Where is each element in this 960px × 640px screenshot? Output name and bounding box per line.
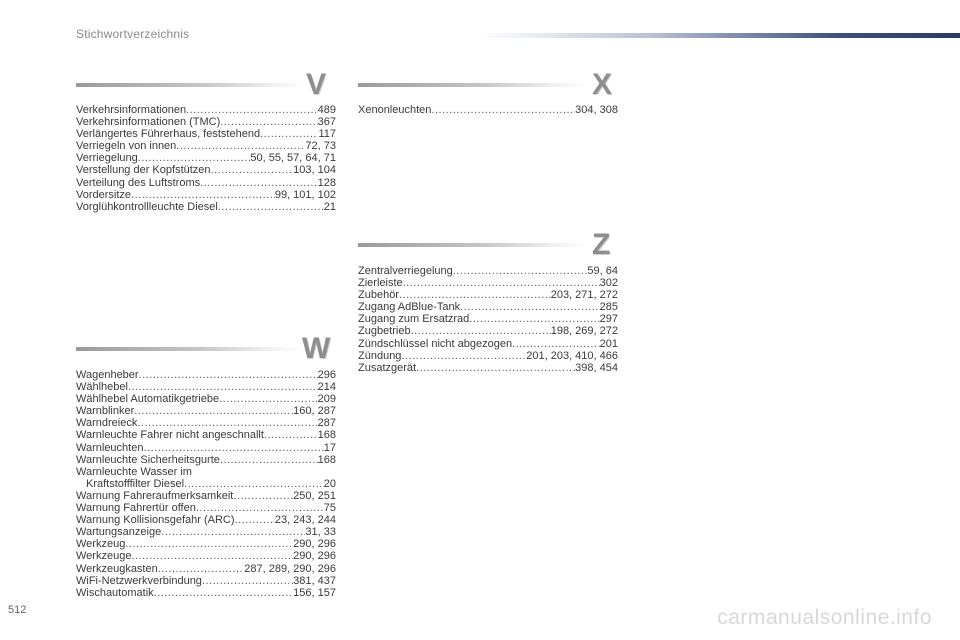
index-list-x [358, 104, 618, 116]
dot-leader [453, 265, 588, 277]
index-entry [76, 128, 336, 140]
watermark: carmanualsonline.info [717, 606, 932, 629]
dot-leader [137, 417, 317, 429]
index-entry [358, 289, 618, 301]
index-term: Zündschlüssel nicht abgezogen [358, 337, 513, 350]
index-entry [76, 454, 336, 466]
index-page-refs: 302 [599, 277, 618, 290]
section-divider [76, 347, 301, 351]
index-term: Kraftstofffilter Diesel [86, 477, 185, 490]
index-term: Wählhebel Automatikgetriebe [76, 393, 220, 406]
dot-leader [131, 550, 293, 562]
dot-leader [184, 478, 324, 490]
index-list-z [358, 265, 618, 374]
dot-leader [233, 490, 293, 502]
index-page-refs: 304, 308 [575, 104, 618, 116]
index-term: Verkehrsinformationen (TMC) [76, 116, 221, 129]
index-page-refs: 59, 64 [587, 265, 618, 277]
index-term: Zündung [358, 349, 402, 362]
section-letter-x: X [592, 68, 613, 101]
index-entry [76, 478, 336, 490]
index-list-v [76, 104, 336, 213]
index-page-refs: 201, 203, 410, 466 [526, 349, 618, 362]
index-page-refs: 50, 55, 57, 64, 71 [250, 152, 336, 165]
dot-leader [235, 514, 275, 526]
index-term: Verlängertes Führerhaus, feststehend [76, 128, 261, 141]
dot-leader [220, 454, 318, 466]
index-entry [76, 201, 336, 213]
dot-leader [403, 277, 600, 289]
index-term: Werkzeug [76, 538, 126, 551]
index-page-refs: 20 [323, 477, 336, 490]
index-entry [76, 116, 336, 128]
section-letter-v: V [306, 68, 327, 101]
index-entry [76, 164, 336, 176]
index-entry [76, 538, 336, 550]
dot-leader [128, 381, 318, 393]
dot-leader [125, 538, 293, 550]
index-page-refs: 31, 33 [305, 526, 336, 539]
index-page-refs: 156, 157 [293, 586, 336, 599]
dot-leader [143, 442, 323, 454]
dot-leader [186, 104, 318, 116]
index-term: Werkzeuge [76, 550, 132, 563]
index-term: Xenonleuchten [358, 104, 432, 116]
dot-leader [399, 289, 551, 301]
index-page-refs: 198, 269, 272 [550, 325, 618, 338]
dot-leader [211, 164, 294, 176]
index-entry [76, 550, 336, 562]
section-divider [358, 83, 586, 87]
index-entry [358, 104, 618, 116]
dot-leader [264, 429, 318, 441]
index-entry [76, 502, 336, 514]
dot-leader [176, 140, 305, 152]
index-entry [76, 490, 336, 502]
index-entry [76, 442, 336, 454]
index-page-refs: 381, 437 [293, 574, 336, 587]
dot-leader [218, 201, 324, 213]
index-entry [76, 405, 336, 417]
section-letter-z: Z [592, 228, 611, 261]
index-entry [358, 350, 618, 362]
index-page-refs: 72, 73 [305, 140, 336, 153]
dot-leader [260, 128, 318, 140]
index-entry [76, 575, 336, 587]
index-term: Vorglühkontrollleuchte Diesel [76, 200, 218, 213]
dot-leader [469, 313, 599, 325]
dot-leader [220, 116, 317, 128]
index-term: Warnleuchten [76, 441, 144, 454]
dot-leader [161, 526, 305, 538]
index-list-w [76, 369, 336, 599]
index-page-refs: 117 [318, 128, 336, 141]
index-page-refs: 203, 271, 272 [550, 289, 618, 302]
index-term: Warndreieck [76, 417, 138, 430]
index-page-refs: 290, 296 [293, 538, 336, 551]
index-entry [76, 152, 336, 164]
index-term: Verkehrsinformationen [76, 104, 187, 116]
index-entry [358, 265, 618, 277]
index-page-refs: 285 [599, 301, 618, 314]
index-term: Warnleuchte Wasser im [76, 465, 192, 478]
index-page-refs: 168 [317, 429, 336, 442]
section-divider [358, 243, 586, 247]
index-term: Warnung Fahrertür offen [76, 502, 196, 515]
index-page-refs: 250, 251 [293, 489, 336, 502]
index-term: Wartungsanzeige [76, 526, 162, 539]
index-term: Warnung Kollisionsgefahr (ARC) [76, 514, 235, 527]
index-entry [76, 369, 336, 381]
index-entry [76, 514, 336, 526]
index-term: Zusatzgerät [358, 361, 417, 374]
index-entry [76, 393, 336, 405]
index-page-refs: 21 [323, 200, 336, 213]
index-entry [76, 177, 336, 189]
index-page-refs: 160, 287 [293, 405, 336, 418]
section-letter-w: W [302, 332, 331, 365]
index-term: Verteilung des Luftstroms [76, 176, 201, 189]
index-term: Verriegelung [76, 152, 138, 165]
index-entry [76, 429, 336, 441]
dot-leader [138, 152, 251, 164]
dot-leader [158, 563, 245, 575]
index-term: Vordersitze [76, 188, 132, 201]
index-page-refs: 209 [317, 393, 336, 406]
header-accent-bar [480, 33, 960, 38]
index-page-refs: 214 [317, 381, 336, 394]
section-header-v [76, 68, 338, 102]
index-entry [76, 526, 336, 538]
section-header-x [358, 68, 620, 102]
index-term: Warnleuchte Fahrer nicht angeschnallt [76, 429, 264, 442]
dot-leader [202, 575, 293, 587]
dot-leader [134, 405, 293, 417]
index-entry [358, 301, 618, 313]
page-header-title: Stichwortverzeichnis [76, 27, 190, 41]
dot-leader [512, 338, 600, 350]
dot-leader [401, 350, 526, 362]
index-page-refs: 287, 289, 290, 296 [244, 562, 336, 575]
dot-leader [131, 189, 275, 201]
dot-leader [411, 325, 551, 337]
dot-leader [154, 587, 294, 599]
index-page-refs: 103, 104 [293, 164, 336, 177]
dot-leader [416, 362, 575, 374]
index-term: Wählhebel [76, 381, 128, 394]
section-header-z [358, 228, 620, 262]
index-page-refs: 297 [599, 313, 618, 326]
index-page-refs: 23, 243, 244 [274, 514, 336, 527]
index-entry [76, 381, 336, 393]
index-entry [358, 362, 618, 374]
dot-leader [219, 393, 318, 405]
section-divider [76, 83, 306, 87]
index-page-refs: 489 [317, 104, 336, 116]
dot-leader [196, 502, 324, 514]
index-term: Warnblinker [76, 405, 135, 418]
dot-leader [431, 104, 575, 116]
page-number: 512 [8, 604, 27, 616]
index-term: Warnleuchte Sicherheitsgurte [76, 453, 220, 466]
index-entry [358, 338, 618, 350]
index-entry [358, 277, 618, 289]
index-term: Warnung Fahreraufmerksamkeit [76, 489, 234, 502]
index-entry [76, 417, 336, 429]
index-page-refs: 398, 454 [575, 361, 618, 374]
index-entry [358, 313, 618, 325]
index-entry [76, 466, 336, 478]
dot-leader [139, 369, 318, 381]
index-entry [76, 563, 336, 575]
index-term: Werkzeugkasten [76, 562, 158, 575]
index-page-refs: 287 [317, 417, 336, 430]
index-term: Verriegeln von innen [76, 140, 177, 153]
index-page-refs: 17 [323, 441, 336, 454]
index-term: WiFi-Netzwerkverbindung [76, 574, 202, 587]
index-page-refs: 296 [317, 369, 336, 381]
index-page-refs: 290, 296 [293, 550, 336, 563]
index-page-refs: 201 [599, 337, 618, 350]
index-entry [76, 189, 336, 201]
index-entry [358, 325, 618, 337]
index-entry [76, 587, 336, 599]
index-term: Wagenheber [76, 369, 139, 381]
index-term: Zugang AdBlue-Tank [358, 301, 461, 314]
section-header-w [76, 332, 338, 366]
index-page-refs: 367 [317, 116, 336, 129]
index-term: Zugbetrieb [358, 325, 411, 338]
dot-leader [200, 177, 318, 189]
index-term: Zentralverriegelung [358, 265, 453, 277]
index-entry [76, 104, 336, 116]
index-term: Zierleiste [358, 277, 403, 290]
index-page-refs: 128 [317, 176, 336, 189]
index-page-refs: 168 [317, 453, 336, 466]
index-page-refs: 75 [323, 502, 336, 515]
index-entry [76, 140, 336, 152]
dot-leader [460, 301, 600, 313]
index-term: Zugang zum Ersatzrad [358, 313, 470, 326]
index-page-refs: 99, 101, 102 [274, 188, 336, 201]
index-term: Wischautomatik [76, 586, 154, 599]
index-term: Verstellung der Kopfstützen [76, 164, 211, 177]
index-term: Zubehör [358, 289, 399, 302]
